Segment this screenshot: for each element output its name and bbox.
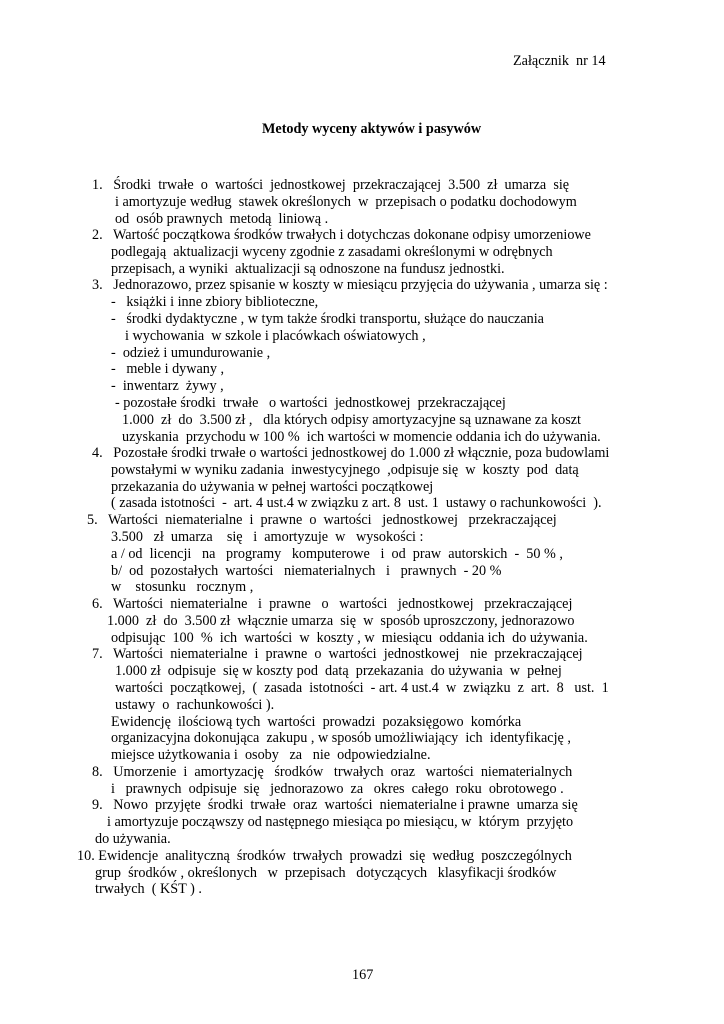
text-line: wartości początkowej, ( zasada istotności - art. 4 ust.4 w związku z art. 8 ust. 1 bbox=[115, 680, 609, 696]
text-line: 1.000 zł do 3.500 zł , dla których odpisy amortyzacyjne są uznawane za koszt bbox=[122, 412, 581, 428]
text-line: grup środków , określonych w przepisach dotyczących klasyfikacji środków bbox=[95, 865, 557, 881]
text-line: 1. Środki trwałe o wartości jednostkowej przekraczającej 3.500 zł umarza się bbox=[92, 177, 570, 193]
text-line: - odzież i umundurowanie , bbox=[111, 345, 271, 361]
text-line: i wychowania w szkole i placówkach oświatowych , bbox=[125, 328, 426, 344]
text-line: trwałych ( KŚT ) . bbox=[95, 881, 202, 897]
text-line: - inwentarz żywy , bbox=[111, 378, 224, 394]
text-line: 8. Umorzenie i amortyzację środków trwałych oraz wartości niematerialnych bbox=[92, 764, 573, 780]
text-line: 3.500 zł umarza się i amortyzuje w wysokości : bbox=[111, 529, 424, 545]
text-line: od osób prawnych metodą liniową . bbox=[115, 211, 329, 227]
page-title: Metody wyceny aktywów i pasywów bbox=[262, 121, 482, 137]
text-line: ustawy o rachunkowości ). bbox=[115, 697, 275, 713]
text-line: 10. Ewidencje analityczną środków trwałych prowadzi się według poszczególnych bbox=[77, 848, 572, 864]
text-line: b/ od pozostałych wartości niematerialnych i prawnych - 20 % bbox=[111, 563, 502, 579]
text-line: organizacyjna dokonująca zakupu , w sposób umożliwiający ich identyfikację , bbox=[111, 730, 571, 746]
text-line: Ewidencję ilościową tych wartości prowadzi pozaksięgowo komórka bbox=[111, 714, 522, 730]
text-line: 1.000 zł do 3.500 zł włącznie umarza się w sposób uproszczony, jednorazowo bbox=[107, 613, 575, 629]
text-line: - książki i inne zbiory biblioteczne, bbox=[111, 294, 319, 310]
text-line: ( zasada istotności - art. 4 ust.4 w związku z art. 8 ust. 1 ustawy o rachunkowości ). bbox=[111, 495, 602, 511]
text-line: 3. Jednorazowo, przez spisanie w koszty w miesiącu przyjęcia do używania , umarza się : bbox=[92, 277, 608, 293]
text-line: do używania. bbox=[95, 831, 171, 847]
text-line: przekazania do używania w pełnej wartości początkowej bbox=[111, 479, 434, 495]
text-line: 6. Wartości niematerialne i prawne o wartości jednostkowej przekraczającej bbox=[92, 596, 573, 612]
text-line: i amortyzuje według stawek określonych w przepisach o podatku dochodowym bbox=[115, 194, 577, 210]
text-line: 9. Nowo przyjęte środki trwałe oraz wartości niematerialne i prawne umarza się bbox=[92, 797, 578, 813]
text-line: w stosunku rocznym , bbox=[111, 579, 254, 595]
text-line: i prawnych odpisuje się jednorazowo za okres całego roku obrotowego . bbox=[111, 781, 564, 797]
text-line: a / od licencji na programy komputerowe i od praw autorskich - 50 % , bbox=[111, 546, 563, 562]
text-line: miejsce użytkowania i osoby za nie odpowiedzialne. bbox=[111, 747, 431, 763]
text-line: 1.000 zł odpisuje się w koszty pod datą przekazania do używania w pełnej bbox=[115, 663, 562, 679]
text-line: uzyskania przychodu w 100 % ich wartości w momencie oddania ich do używania. bbox=[122, 429, 601, 445]
text-line: - meble i dywany , bbox=[111, 361, 225, 377]
text-line: - środki dydaktyczne , w tym także środki transportu, służące do nauczania bbox=[111, 311, 544, 327]
text-line: - pozostałe środki trwałe o wartości jednostkowej przekraczającej bbox=[115, 395, 506, 411]
text-line: przepisach, a wyniki aktualizacji są odnoszone na fundusz jednostki. bbox=[111, 261, 505, 277]
text-line: 7. Wartości niematerialne i prawne o wartości jednostkowej nie przekraczającej bbox=[92, 646, 583, 662]
page-number: 167 bbox=[352, 967, 374, 983]
text-line: 5. Wartości niematerialne i prawne o wartości jednostkowej przekraczającej bbox=[87, 512, 557, 528]
text-line: 4. Pozostałe środki trwałe o wartości jednostkowej do 1.000 zł włącznie, poza budowlami bbox=[92, 445, 610, 461]
text-line: odpisując 100 % ich wartości w koszty , w miesiącu oddania ich do używania. bbox=[111, 630, 588, 646]
text-line: 2. Wartość początkowa środków trwałych i dotychczas dokonane odpisy umorzeniowe bbox=[92, 227, 591, 243]
attachment-label: Załącznik nr 14 bbox=[513, 53, 606, 69]
text-line: i amortyzuje począwszy od następnego miesiąca po miesiącu, w którym przyjęto bbox=[107, 814, 574, 830]
text-line: powstałymi w wyniku zadania inwestycyjnego ,odpisuje się w koszty pod datą bbox=[111, 462, 579, 478]
text-line: podlegają aktualizacji wyceny zgodnie z zasadami określonymi w odrębnych bbox=[111, 244, 553, 260]
